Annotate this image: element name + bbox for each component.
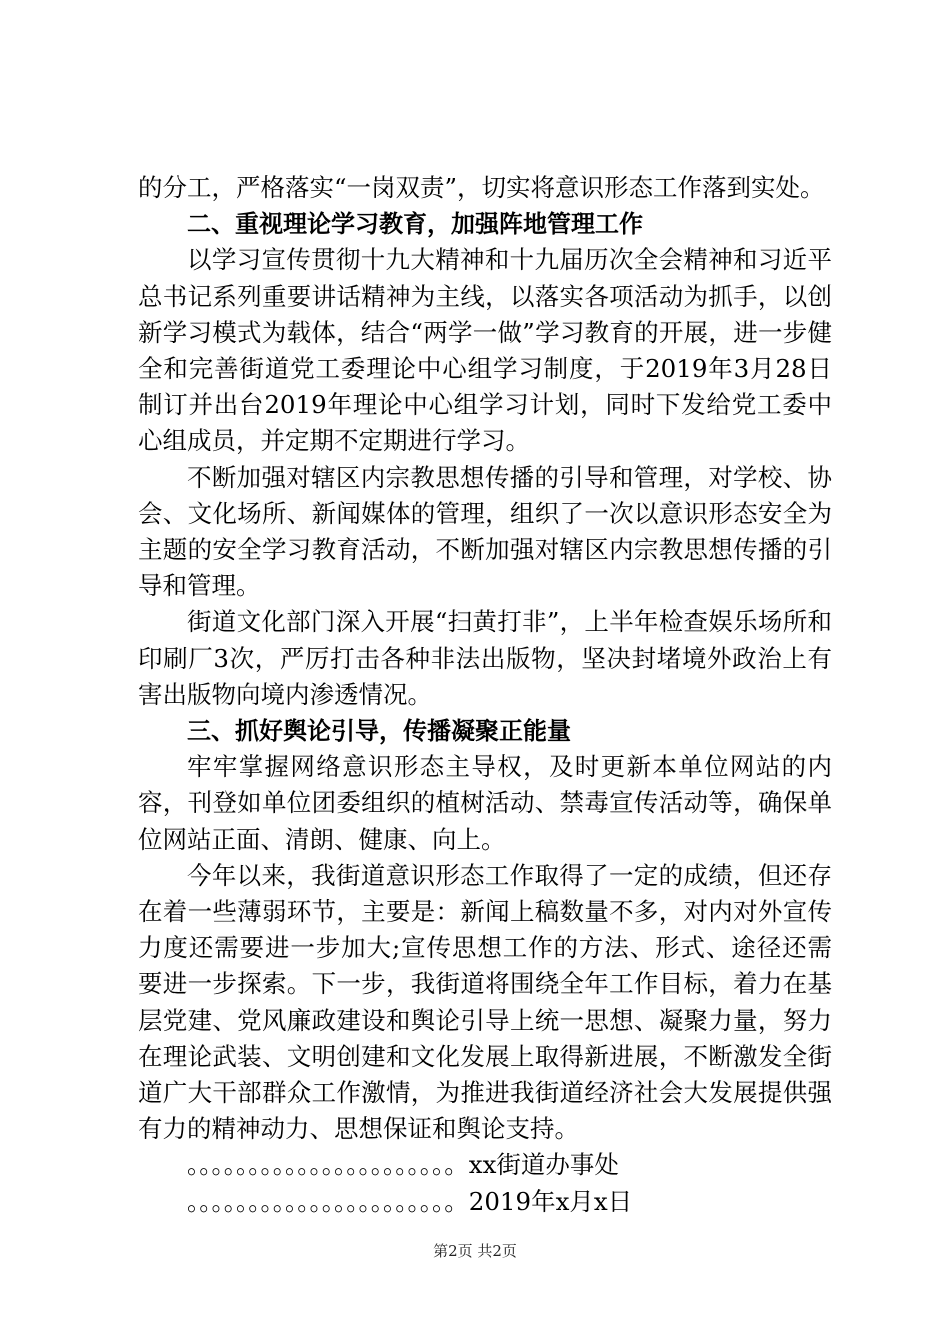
paragraph-summary: 今年以来，我街道意识形态工作取得了一定的成绩，但还存在着一些薄弱环节，主要是：新闻上稿数量不多，对内对外宣传力度还需要进一步加大;宣传思想工作的方法、形式、途径还需要进一步探索。下一步，我街道将围绕全年工作目标，着力在基层党建、党风廉政建设和舆论引导上统一思想、凝聚力量，努力在理论武装、文明创建和文化发展上取得新进展，不断激发全街道广大干部群众工作激情，为推进我街道经济社会大发展提供强有力的精神动力、思想保证和舆论支持。 [138,860,832,1144]
signature-date: 。。。。。。。。。。。。。。。。。。。。。。2019年x月x日 [187,1186,633,1216]
page-footer: 第2页 共2页 [433,1242,517,1260]
signature-organization: 。。。。。。。。。。。。。。。。。。。。。。xx街道办事处 [187,1150,619,1180]
paragraph-network-ideology: 牢牢掌握网络意识形态主导权，及时更新本单位网站的内容，刊登如单位团委组织的植树活动、禁毒宣传活动等，确保单位网站正面、清朗、健康、向上。 [138,752,832,854]
paragraph-culture-department: 街道文化部门深入开展“扫黄打非”，上半年检查娱乐场所和印刷厂3次，严厉打击各种非法出版物，坚决封堵境外政治上有害出版物向境内渗透情况。 [138,607,832,709]
section-heading-2: 二、重视理论学习教育，加强阵地管理工作 [187,210,643,239]
paragraph-theory-study: 以学习宣传贯彻十九大精神和十九届历次全会精神和习近平总书记系列重要讲话精神为主线，以落实各项活动为抓手，以创新学习模式为载体，结合“两学一做”学习教育的开展，进一步健全和完善街道党工委理论中心组学习制度，于2019年3月28日制订并出台2019年理论中心组学习计划，同时下发给党工委中心组成员，并定期不定期进行学习。 [138,245,832,456]
document-body [138,170,832,1220]
paragraph-continuation: 的分工，严格落实“一岗双责”，切实将意识形态工作落到实处。 [138,173,825,202]
section-heading-3: 三、抓好舆论引导，传播凝聚正能量 [187,717,571,746]
paragraph-religion-guidance: 不断加强对辖区内宗教思想传播的引导和管理，对学校、协会、文化场所、新闻媒体的管理，组织了一次以意识形态安全为主题的安全学习教育活动，不断加强对辖区内宗教思想传播的引导和管理。 [138,462,832,601]
